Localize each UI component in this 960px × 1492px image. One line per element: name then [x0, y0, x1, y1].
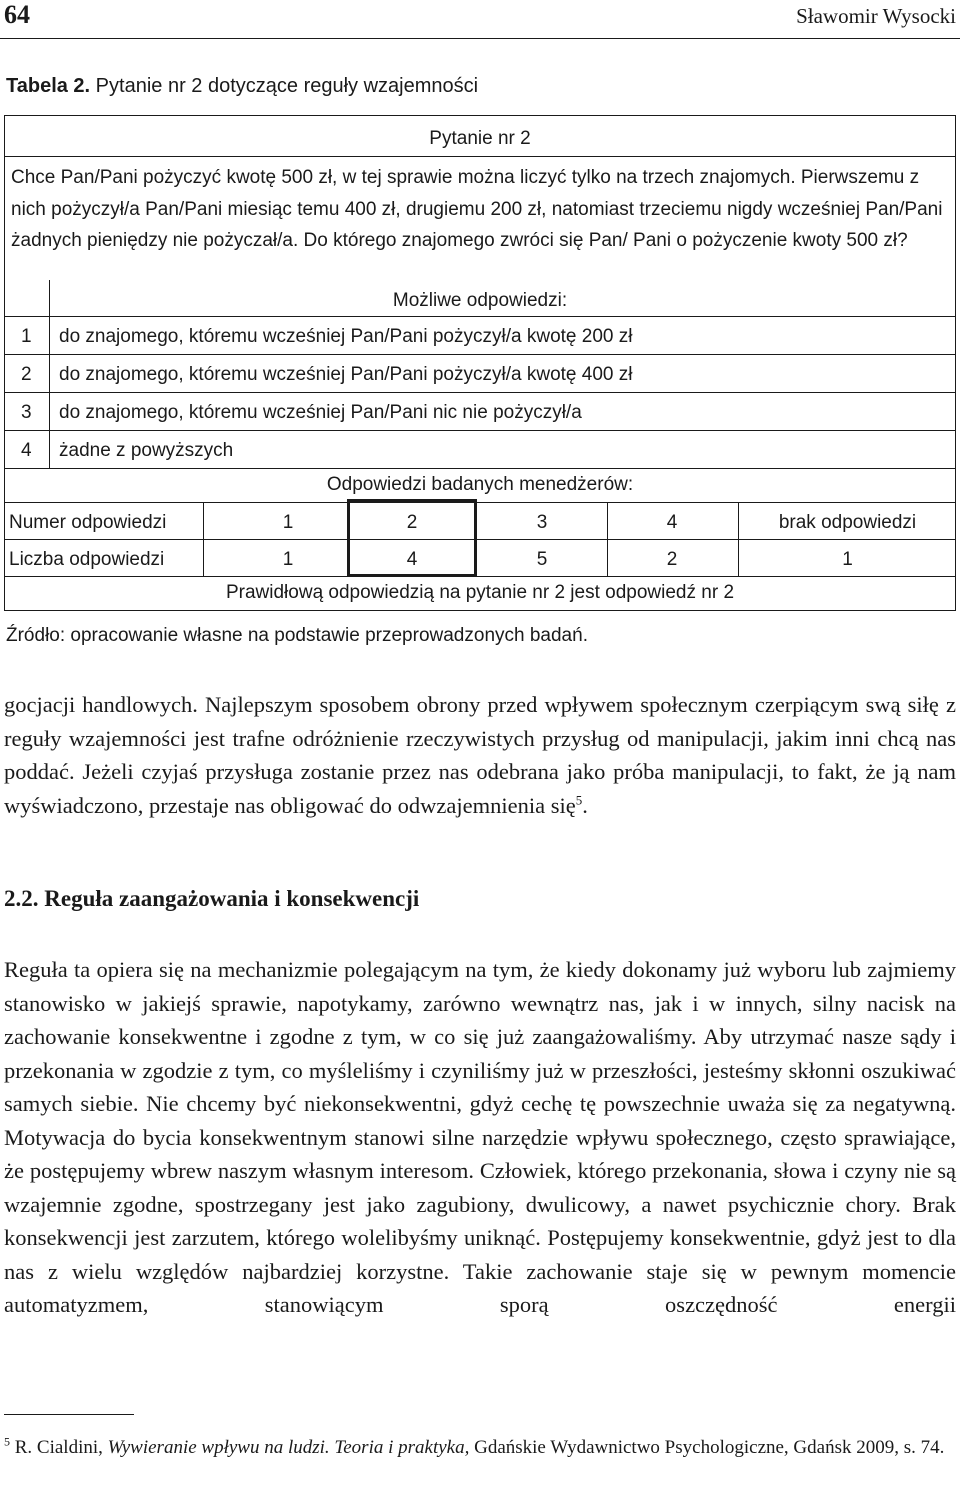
results-value-cell: 1 — [842, 549, 853, 570]
question-title: Pytanie nr 2 — [429, 128, 531, 149]
results-value-cell: 4 — [406, 549, 418, 570]
question-text: Chce Pan/Pani pożyczyć kwotę 500 zł, w tej sprawie można liczyć tylko na trzech znajomych. Pierwszemu z nich pożyczył/a Pan/Pani miesiąc temu 400 zł, drugiemu 200 zł, natomiast trzeciemu nigdy wcześniej Pan/Pani żadnych pieniędzy nie pożyczał/a. Do którego znajomego zwróci się Pan/ Pani o pożyczenie kwoty 500 zł? — [11, 167, 943, 251]
table-rule — [5, 576, 955, 577]
answer-number: 3 — [21, 402, 32, 423]
highlighted-answer-box — [347, 499, 477, 577]
table-caption-label: Tabela 2. — [6, 75, 91, 97]
results-values-label: Liczba odpowiedzi — [9, 549, 165, 570]
question-table — [4, 115, 956, 611]
correct-answer-note: Prawidłową odpowiedzią na pytanie nr 2 jest odpowiedź nr 2 — [225, 582, 735, 603]
results-header-row — [5, 504, 955, 542]
results-column-separator — [738, 502, 739, 577]
results-header-cell: 3 — [536, 512, 548, 533]
page-number: 64 — [4, 0, 30, 29]
results-header-cell: 2 — [406, 512, 418, 533]
results-value-cell: 2 — [666, 549, 678, 570]
footnote-author: R. Cialdini, — [10, 1437, 108, 1458]
answer-text: do znajomego, któremu wcześniej Pan/Pani pożyczył/a kwotę 400 zł — [59, 364, 633, 385]
table-rule — [5, 354, 955, 355]
page-header — [0, 0, 960, 38]
results-header-label: Numer odpowiedzi — [9, 512, 167, 533]
paragraph-1-text: gocjacji handlowych. Najlepszym sposobem obrony przed wpływem społecznym czerpiącym swą siłę z reguły wzajemności jest trafne odróżnienie rzeczywistych przysług od manipulacji, jakim inni chcą nas poddać. Jeżeli czyjaś przysługa zostanie przez nas odebrana jako próba manipulacji, to fakt, że ją nam wyświadczono, przestaje nas obligować do odwzajemnienia się — [4, 692, 956, 818]
section-heading: 2.2. Reguła zaangażowania i konsekwencji — [4, 886, 420, 911]
footnote — [4, 1434, 956, 1461]
table-rule — [5, 316, 955, 317]
table-caption — [6, 75, 478, 98]
table-rule — [5, 156, 955, 157]
answer-number: 1 — [21, 326, 32, 347]
running-author: Sławomir Wysocki — [796, 4, 956, 28]
results-value-cell: 1 — [282, 549, 294, 570]
table-caption-text: Pytanie nr 2 dotyczące reguły wzajemności — [90, 75, 479, 97]
paragraph-1 — [4, 688, 956, 822]
answer-number: 2 — [21, 364, 32, 385]
answer-row — [5, 432, 955, 470]
paragraph-1-end: . — [582, 792, 588, 818]
answer-row — [5, 356, 955, 394]
results-title: Odpowiedzi badanych menedżerów: — [326, 474, 634, 495]
footnote-rest: Gdańskie Wydawnictwo Psychologiczne, Gdańsk 2009, s. 74. — [469, 1437, 945, 1458]
footnote-rule — [4, 1414, 134, 1415]
footnote-reference: 5 — [575, 792, 583, 807]
answer-row — [5, 318, 955, 356]
answer-text: do znajomego, któremu wcześniej Pan/Pani nic nie pożyczył/a — [59, 402, 582, 423]
table-source: Źródło: opracowanie własne na podstawie przeprowadzonych badań. — [6, 625, 588, 646]
table-rule — [5, 539, 955, 540]
results-values-row — [5, 541, 955, 579]
answer-number: 4 — [21, 440, 32, 461]
table-rule — [5, 392, 955, 393]
results-column-separator — [607, 502, 608, 577]
header-rule — [0, 38, 960, 39]
results-value-cell: 5 — [536, 549, 548, 570]
results-column-separator — [203, 502, 204, 577]
results-header-cell: 4 — [666, 512, 678, 533]
table-rule — [5, 468, 955, 469]
paragraph-2: Reguła ta opiera się na mechanizmie polegającym na tym, że kiedy dokonamy już wyboru lub zajmiemy stanowisko w jakiejś sprawie, napotykamy, zarówno wewnątrz nas, jak i w innych, silny nacisk na zachowanie konsekwentne i zgodne z tym, w co się już zaangażowaliśmy. Aby utrzymać nasze sądy i przekonania w zgodzie z tym, co myśleliśmy i czyniliśmy już w przeszłości, jesteśmy skłonni oszukiwać samych siebie. Nie chcemy być niekonsekwentni, gdyż cechę tę powszechnie uważa się za negatywną. Motywacja do bycia konsekwentnym stanowi silne narzędzie wpływu społecznego, często sprawiające, że postępujemy wbrew naszym własnym interesom. Człowiek, którego przekonania, słowa i czyny nie są wzajemnie zgodne, spostrzegany jest jako zagubiony, dwulicowy, a nawet psychicznie chory. Brak konsekwencji jest zarzutem, którego wolelibyśmy uniknąć. Postępujemy konsekwentnie, gdyż jest to dla nas z wielu względów najbardziej korzystne. Takie zachowanie staje się w pewnym momencie automatyzmem, stanowiącym sporą oszczędność energii — [4, 957, 956, 1317]
results-header-cell: 1 — [282, 512, 294, 533]
answers-title: Możliwe odpowiedzi: — [392, 290, 568, 311]
footnote-number: 5 — [4, 1434, 10, 1449]
answer-column-separator — [49, 280, 50, 468]
answer-text: żadne z powyższych — [59, 440, 234, 461]
table-rule — [5, 502, 955, 503]
table-rule — [5, 430, 955, 431]
results-header-cell: brak odpowiedzi — [778, 512, 917, 533]
answer-row — [5, 394, 955, 432]
footnote-title: Wywieranie wpływu na ludzi. Teoria i praktyka, — [107, 1437, 470, 1458]
answer-text: do znajomego, któremu wcześniej Pan/Pani pożyczył/a kwotę 200 zł — [59, 326, 633, 347]
